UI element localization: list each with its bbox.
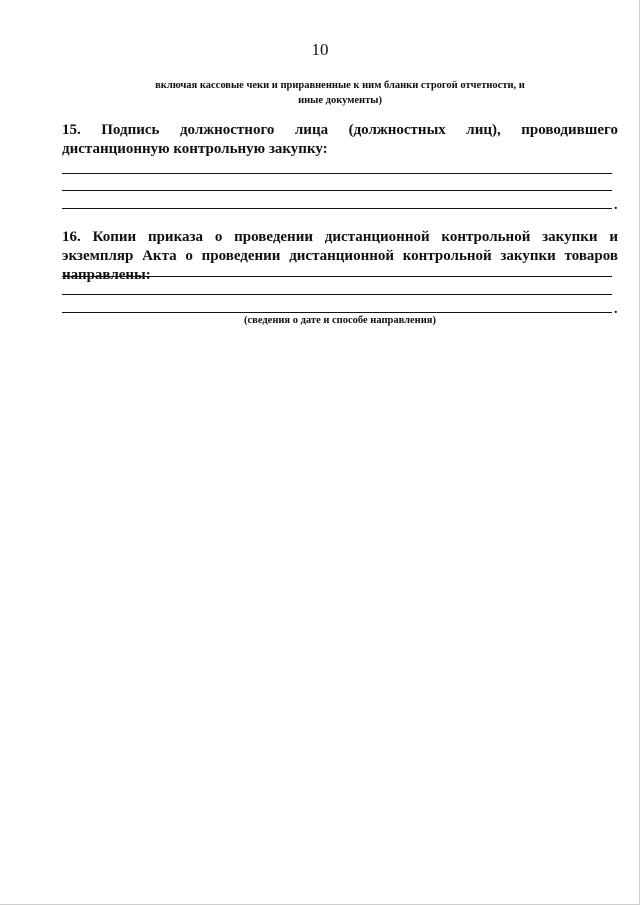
section-15-fill-line-1 [62, 173, 612, 174]
section-15-text: 15. Подпись должностного лица (должностных лиц), проводившего дистанционную контрольную закупку: [62, 122, 618, 157]
continued-note: включая кассовые чеки и приравненные к ним бланки строгой отчетности, и иные документы) [155, 80, 525, 106]
section-16-fill-line-3 [62, 312, 612, 313]
section-16-text: 16. Копии приказа о проведении дистанционной контрольной закупки и экземпляр Акта о проведении дистанционной контрольной закупки товаров направлены: [62, 229, 618, 283]
section-16-fill-line-1 [62, 276, 612, 277]
section-16-caption: (сведения о дате и способе направления) [244, 315, 436, 326]
section-16-end-mark: . [614, 302, 618, 317]
page-number: 10 [311, 40, 329, 59]
section-15-fill-line-2 [62, 190, 612, 191]
section-15-fill-line-3 [62, 208, 612, 209]
section-16-fill-line-2 [62, 294, 612, 295]
section-15-end-mark: . [614, 198, 618, 213]
